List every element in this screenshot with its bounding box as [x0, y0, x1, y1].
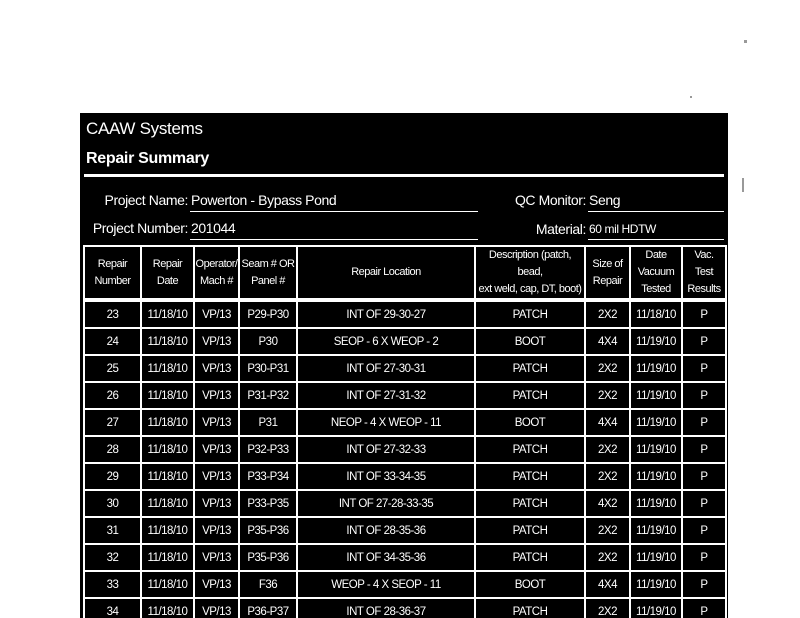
qc-monitor-underline	[588, 211, 724, 212]
vac-result-cell: P	[682, 517, 726, 544]
size-cell: 2X2	[585, 300, 630, 328]
repair-date-cell: 11/18/10	[141, 382, 194, 409]
vacuum-date-cell: 11/19/10	[630, 409, 682, 436]
repair-location-cell: SEOP - 6 X WEOP - 2	[297, 328, 475, 355]
size-cell: 2X2	[585, 463, 630, 490]
seam-cell: F36	[239, 571, 297, 598]
repair-number-cell: 24	[84, 328, 141, 355]
seam-cell: P30-P31	[239, 355, 297, 382]
column-header-line: Mach #	[199, 274, 234, 287]
description-cell: BOOT	[475, 571, 585, 598]
repair-number-cell: 32	[84, 544, 141, 571]
repair-table	[83, 245, 727, 618]
material-label: Material:	[535, 221, 586, 237]
repair-date-cell: 11/18/10	[141, 436, 194, 463]
column-header	[475, 246, 585, 300]
repair-location-cell: INT OF 27-28-33-35	[297, 490, 475, 517]
description-cell: PATCH	[475, 463, 585, 490]
seam-cell: P31-P32	[239, 382, 297, 409]
operator-cell: VP/13	[194, 409, 239, 436]
document-title: Repair Summary	[86, 150, 209, 167]
vacuum-date-cell: 11/19/10	[630, 544, 682, 571]
seam-cell: P35-P36	[239, 544, 297, 571]
seam-cell: P33-P34	[239, 463, 297, 490]
table-row	[84, 517, 726, 544]
column-header	[84, 246, 141, 300]
vac-result-cell: P	[682, 436, 726, 463]
table-row	[84, 436, 726, 463]
vac-result-cell: P	[682, 328, 726, 355]
repair-date-cell: 11/18/10	[141, 490, 194, 517]
column-header	[630, 246, 682, 300]
repair-location-cell: INT OF 34-35-36	[297, 544, 475, 571]
vac-result-cell: P	[682, 598, 726, 618]
operator-cell: VP/13	[194, 490, 239, 517]
qc-monitor-label: QC Monitor:	[514, 192, 586, 208]
seam-cell: P30	[239, 328, 297, 355]
vacuum-date-cell: 11/19/10	[630, 328, 682, 355]
size-cell: 2X2	[585, 436, 630, 463]
column-header-line: Tested	[641, 283, 671, 295]
repair-number-cell: 29	[84, 463, 141, 490]
description-cell: BOOT	[475, 409, 585, 436]
vacuum-date-cell: 11/19/10	[630, 355, 682, 382]
repair-number-cell: 25	[84, 355, 141, 382]
description-cell: PATCH	[475, 355, 585, 382]
description-cell: PATCH	[475, 300, 585, 328]
repair-location-cell: INT OF 28-36-37	[297, 598, 475, 618]
repair-number-cell: 23	[84, 300, 141, 328]
qc-monitor-value: Seng	[589, 192, 621, 208]
column-header-line: Description (patch, bead,	[488, 249, 572, 278]
project-name-underline	[190, 211, 478, 212]
repair-location-cell: INT OF 33-34-35	[297, 463, 475, 490]
column-header-line: Results	[687, 283, 721, 295]
operator-cell: VP/13	[194, 544, 239, 571]
seam-cell: P29-P30	[239, 300, 297, 328]
repair-location-cell: NEOP - 4 X WEOP - 11	[297, 409, 475, 436]
repair-summary-document	[80, 113, 728, 618]
description-cell: PATCH	[475, 544, 585, 571]
description-cell: BOOT	[475, 328, 585, 355]
vac-result-cell: P	[682, 544, 726, 571]
table-row	[84, 490, 726, 517]
vac-result-cell: P	[682, 571, 726, 598]
operator-cell: VP/13	[194, 382, 239, 409]
operator-cell: VP/13	[194, 571, 239, 598]
vacuum-date-cell: 11/19/10	[630, 436, 682, 463]
description-cell: PATCH	[475, 436, 585, 463]
column-header-line: Vacuum	[637, 266, 675, 278]
vac-result-cell: P	[682, 300, 726, 328]
column-header-line: Vac.	[694, 249, 714, 261]
repair-location-cell: INT OF 27-31-32	[297, 382, 475, 409]
vac-result-cell: P	[682, 355, 726, 382]
size-cell: 2X2	[585, 544, 630, 571]
repair-date-cell: 11/18/10	[141, 544, 194, 571]
vacuum-date-cell: 11/19/10	[630, 382, 682, 409]
repair-number-cell: 27	[84, 409, 141, 436]
repair-location-cell: INT OF 29-30-27	[297, 300, 475, 328]
scan-speck	[744, 40, 747, 43]
column-header	[682, 246, 726, 300]
repair-date-cell: 11/18/10	[141, 300, 194, 328]
column-header-line: Repair	[97, 257, 128, 270]
column-header	[141, 246, 194, 300]
size-cell: 2X2	[585, 355, 630, 382]
scan-speck	[690, 96, 692, 98]
operator-cell: VP/13	[194, 355, 239, 382]
column-header-line: Repair	[592, 274, 623, 287]
vacuum-date-cell: 11/19/10	[630, 490, 682, 517]
project-name-value: Powerton - Bypass Pond	[191, 192, 337, 208]
repair-number-cell: 26	[84, 382, 141, 409]
column-header-line: Panel #	[251, 274, 285, 287]
project-number-underline	[190, 239, 478, 240]
operator-cell: VP/13	[194, 300, 239, 328]
table-row	[84, 571, 726, 598]
seam-cell: P33-P35	[239, 490, 297, 517]
repair-date-cell: 11/18/10	[141, 328, 194, 355]
title-rule	[84, 174, 724, 177]
size-cell: 4X4	[585, 571, 630, 598]
column-header-line: Seam # OR	[241, 257, 295, 270]
operator-cell: VP/13	[194, 517, 239, 544]
repair-number-cell: 31	[84, 517, 141, 544]
material-underline	[588, 239, 724, 240]
company-name: CAAW Systems	[86, 119, 203, 138]
vac-result-cell: P	[682, 463, 726, 490]
vacuum-date-cell: 11/19/10	[630, 463, 682, 490]
column-header-line: ext weld, cap, DT, boot)	[478, 283, 582, 295]
repair-date-cell: 11/18/10	[141, 517, 194, 544]
size-cell: 4X4	[585, 409, 630, 436]
size-cell: 4X2	[585, 490, 630, 517]
vac-result-cell: P	[682, 490, 726, 517]
table-row	[84, 544, 726, 571]
repair-date-cell: 11/18/10	[141, 571, 194, 598]
seam-cell: P36-P37	[239, 598, 297, 618]
repair-number-cell: 34	[84, 598, 141, 618]
description-cell: PATCH	[475, 382, 585, 409]
vac-result-cell: P	[682, 382, 726, 409]
repair-location-cell: WEOP - 4 X SEOP - 11	[297, 571, 475, 598]
vacuum-date-cell: 11/18/10	[630, 300, 682, 328]
table-body	[84, 300, 726, 618]
column-header	[297, 246, 475, 300]
project-name-label: Project Name:	[104, 192, 188, 208]
operator-cell: VP/13	[194, 328, 239, 355]
seam-cell: P35-P36	[239, 517, 297, 544]
operator-cell: VP/13	[194, 436, 239, 463]
repair-date-cell: 11/18/10	[141, 409, 194, 436]
table-row	[84, 409, 726, 436]
operator-cell: VP/13	[194, 598, 239, 618]
column-header-line: Repair	[152, 257, 183, 270]
column-header-line: Test	[694, 266, 714, 278]
repair-location-cell: INT OF 27-32-33	[297, 436, 475, 463]
vacuum-date-cell: 11/19/10	[630, 571, 682, 598]
column-header-line: Date	[156, 274, 179, 287]
size-cell: 4X4	[585, 328, 630, 355]
column-header-line: Repair Location	[351, 266, 421, 278]
repair-location-cell: INT OF 28-35-36	[297, 517, 475, 544]
size-cell: 2X2	[585, 517, 630, 544]
column-header-line: Number	[94, 274, 131, 287]
description-cell: PATCH	[475, 490, 585, 517]
vacuum-date-cell: 11/19/10	[630, 598, 682, 618]
operator-cell: VP/13	[194, 463, 239, 490]
material-value: 60 mil HDTW	[589, 222, 656, 236]
size-cell: 2X2	[585, 598, 630, 618]
table-row	[84, 300, 726, 328]
table-row	[84, 598, 726, 618]
repair-date-cell: 11/18/10	[141, 598, 194, 618]
repair-number-cell: 33	[84, 571, 141, 598]
column-header	[239, 246, 297, 300]
project-number-value: 201044	[191, 220, 236, 236]
repair-number-cell: 28	[84, 436, 141, 463]
column-header-line: Operator/	[195, 257, 238, 270]
column-header-line: Date	[645, 249, 667, 261]
seam-cell: P31	[239, 409, 297, 436]
vac-result-cell: P	[682, 409, 726, 436]
size-cell: 2X2	[585, 382, 630, 409]
table-row	[84, 463, 726, 490]
description-cell: PATCH	[475, 598, 585, 618]
repair-date-cell: 11/18/10	[141, 355, 194, 382]
project-number-label: Project Number:	[92, 220, 188, 236]
seam-cell: P32-P33	[239, 436, 297, 463]
table-row	[84, 382, 726, 409]
table-row	[84, 355, 726, 382]
column-header	[194, 246, 239, 300]
scan-speck	[742, 178, 744, 192]
vacuum-date-cell: 11/19/10	[630, 517, 682, 544]
column-header	[585, 246, 630, 300]
repair-location-cell: INT OF 27-30-31	[297, 355, 475, 382]
repair-date-cell: 11/18/10	[141, 463, 194, 490]
repair-number-cell: 30	[84, 490, 141, 517]
table-header-row	[84, 246, 726, 300]
column-header-line: Size of	[592, 257, 623, 270]
description-cell: PATCH	[475, 517, 585, 544]
table-row	[84, 328, 726, 355]
